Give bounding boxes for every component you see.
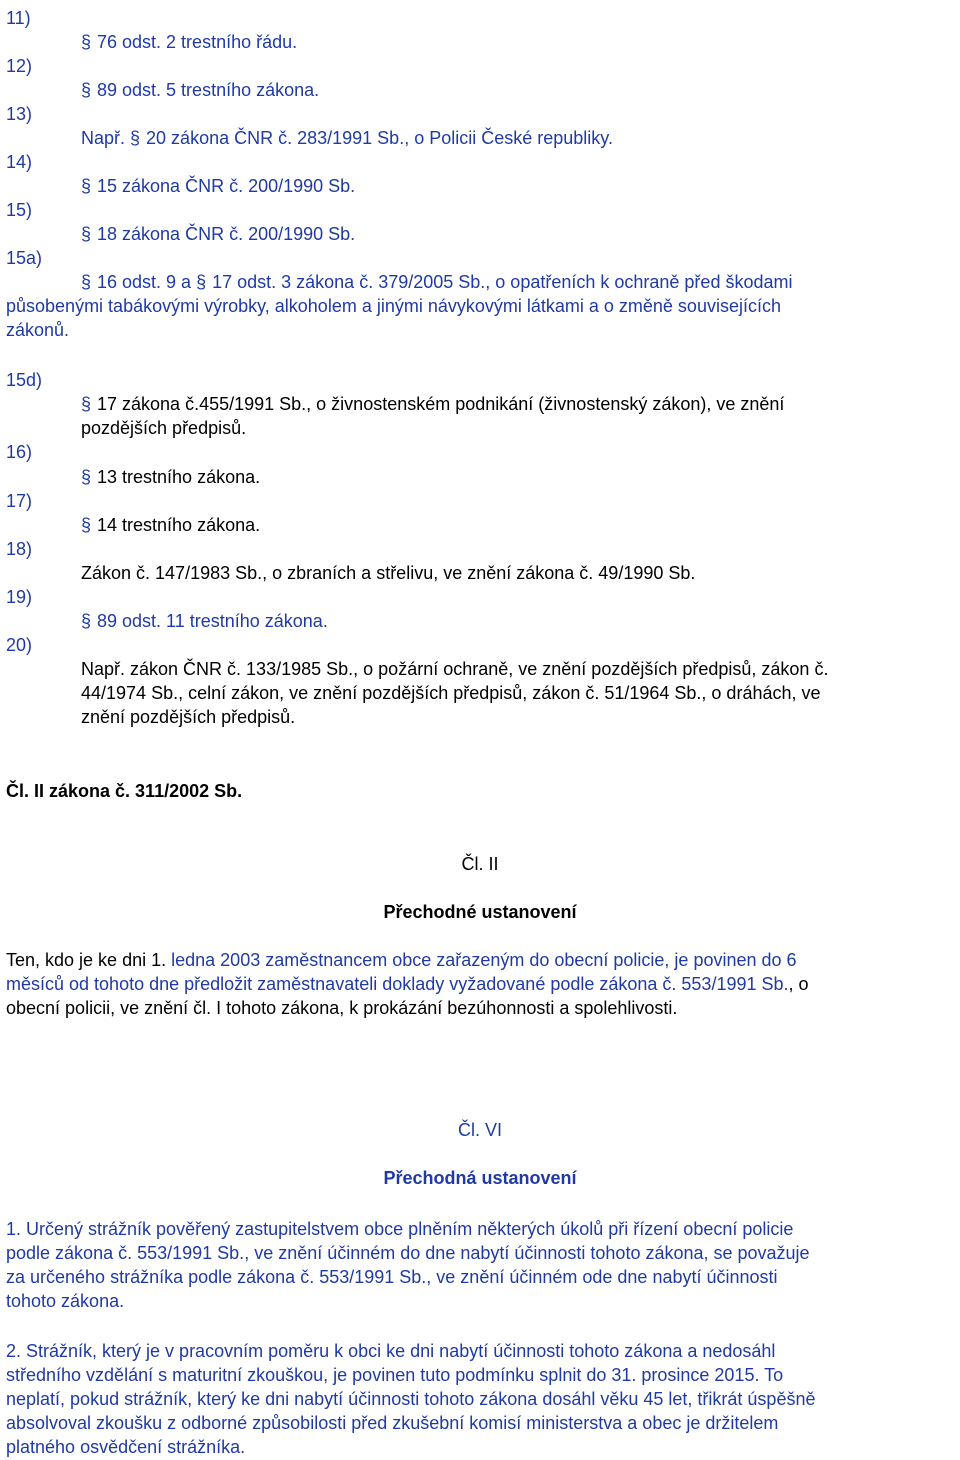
note-link[interactable]: Např. § 20 zákona ČNR č. 283/1991 Sb., o Policii České republiky. (81, 128, 613, 148)
note-number: 16) (6, 442, 33, 462)
section-sign-icon: § (81, 176, 92, 196)
note-text: zákonů. (6, 320, 70, 340)
note-number: 17) (6, 491, 33, 511)
note-link[interactable]: § 89 odst. 5 trestního zákona. (81, 80, 320, 100)
note-link[interactable]: Zákon č. 147/1983 Sb., o zbraních a střelivu, ve znění zákona č. 49/1990 Sb. (81, 563, 696, 583)
note-number: 13) (6, 104, 33, 124)
article-paragraph: měsíců od tohoto dne předložit zaměstnavateli doklady vyžadované podle zákona č. 553/1991 Sb., o (6, 974, 809, 994)
note-link[interactable]: § 76 odst. 2 trestního řádu. (81, 32, 298, 52)
article-heading: Přechodné ustanovení (383, 902, 577, 922)
article-paragraph: platného osvědčení strážníka. (6, 1437, 246, 1457)
section-sign-icon: § (81, 611, 92, 631)
note-link[interactable]: § 17 zákona č.455/1991 Sb., o živnostenském podnikání (živnostenský zákon), ve znění (81, 394, 785, 414)
article-title: Čl. II (461, 854, 499, 874)
article-paragraph: 1. Určený strážník pověřený zastupitelstvem obce plněním některých úkolů při řízení obecní policie (6, 1219, 794, 1239)
note-link[interactable]: § 14 trestního zákona. (81, 515, 261, 535)
section-sign-icon: § (81, 272, 92, 292)
note-text: pozdějších předpisů. (81, 418, 247, 438)
note-link[interactable]: § 16 odst. 9 a § 17 odst. 3 zákona č. 379/2005 Sb., o opatřeních k ochraně před škodami (81, 272, 793, 292)
section-sign-icon: § (81, 515, 92, 535)
article-paragraph: podle zákona č. 553/1991 Sb., ve znění účinném do dne nabytí účinnosti tohoto zákona, se považuje (6, 1243, 810, 1263)
section-sign-icon: § (81, 224, 92, 244)
article-paragraph: Ten, kdo je ke dni 1. ledna 2003 zaměstnancem obce zařazeným do obecní policie, je povinen do 6 (6, 950, 797, 970)
section-sign-icon: § (130, 128, 141, 148)
note-link[interactable]: § 18 zákona ČNR č. 200/1990 Sb. (81, 224, 356, 244)
note-text: působenými tabákovými výrobky, alkoholem a jinými návykovými látkami a o změně souvisejících (6, 296, 781, 316)
article-paragraph: středního vzdělání s maturitní zkouškou, je povinen tuto podmínku splnit do 31. prosince 2015. To (6, 1365, 784, 1385)
note-number: 15) (6, 200, 33, 220)
note-number: 18) (6, 539, 33, 559)
article-paragraph: absolvoval zkoušku z odborné způsobilosti před zkušební komisí ministerstva a obec je držitelem (6, 1413, 779, 1433)
article-paragraph: neplatí, pokud strážník, který ke dni nabytí účinnosti tohoto zákona dosáhl věku 45 let, třikrát úspěšně (6, 1389, 816, 1409)
note-text: znění pozdějších předpisů. (81, 707, 296, 727)
article-paragraph: 2. Strážník, který je v pracovním poměru k obci ke dni nabytí účinnosti tohoto zákona a nedosáhl (6, 1341, 776, 1361)
note-link[interactable]: § 89 odst. 11 trestního zákona. (81, 611, 328, 631)
article-paragraph: tohoto zákona. (6, 1291, 125, 1311)
section-sign-icon: § (81, 394, 92, 414)
section-sign-icon: § (81, 32, 92, 52)
note-number: 14) (6, 152, 33, 172)
note-link[interactable]: Např. zákon ČNR č. 133/1985 Sb., o požární ochraně, ve znění pozdějších předpisů, zákon č. (81, 659, 829, 679)
article-title: Čl. VI (457, 1120, 502, 1140)
section-sign-icon: § (196, 272, 207, 292)
section-title: Čl. II zákona č. 311/2002 Sb. (6, 781, 243, 801)
article-heading: Přechodná ustanovení (383, 1168, 577, 1188)
note-number: 11) (6, 8, 31, 28)
note-text: 44/1974 Sb., celní zákon, ve znění pozdějších předpisů, zákon č. 51/1964 Sb., o dráhách, ve (81, 683, 821, 703)
article-paragraph: obecní policii, ve znění čl. I tohoto zákona, k prokázání bezúhonnosti a spolehlivosti. (6, 998, 678, 1018)
note-link[interactable]: § 15 zákona ČNR č. 200/1990 Sb. (81, 176, 356, 196)
article-paragraph: za určeného strážníka podle zákona č. 553/1991 Sb., ve znění účinném ode dne nabytí účinnosti (6, 1267, 778, 1287)
note-number: 15d) (6, 370, 43, 390)
note-number: 12) (6, 56, 33, 76)
note-number: 20) (6, 635, 33, 655)
note-number: 15a) (6, 248, 43, 268)
section-sign-icon: § (81, 80, 92, 100)
note-number: 19) (6, 587, 33, 607)
section-sign-icon: § (81, 467, 92, 487)
note-link[interactable]: § 13 trestního zákona. (81, 467, 261, 487)
